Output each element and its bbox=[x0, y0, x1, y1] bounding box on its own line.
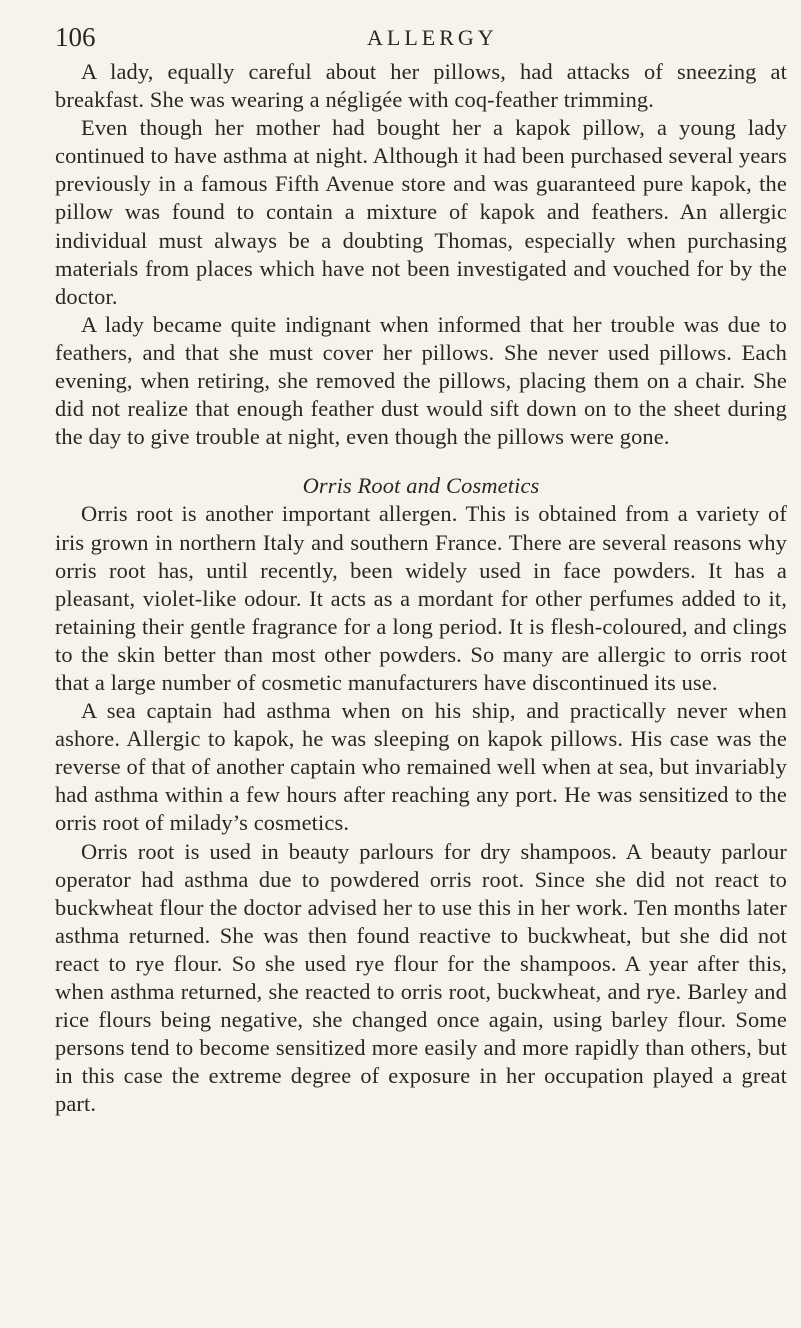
paragraph-sea-captain: A sea captain had asthma when on his ship, and practically never when ashore. Allergic to kapok, he was sleeping on kapok pillows. His case was the reverse of that of another captain who remained well when at sea, but invariably had asthma within a few hours after reaching any port. He was sensitized to the orris root of milady’s cosmetics. bbox=[55, 698, 787, 836]
running-head bbox=[55, 22, 787, 58]
section-heading: Orris Root and Cosmetics bbox=[302, 473, 540, 499]
running-title: ALLERGY bbox=[367, 25, 498, 50]
paragraph-kapok-pillow: Even though her mother had bought her a kapok pillow, a young lady continued to have asthma at night. Although it had been purchased several years previously in a famous Fifth Avenue store and was guaranteed pure kapok, the pillow was found to contain a mixture of kapok and feathers. An allergic individual must always be a doubting Thomas, especially when purchasing materials from places which have not been investigated and vouched for by the doctor. bbox=[55, 115, 787, 309]
paragraph-orris-root: Orris root is another important allergen. This is obtained from a variety of iris grown in northern Italy and southern France. There are several reasons why orris root has, until recently, been widely used in face powders. It has a pleasant, violet-like odour. It acts as a mordant for other perfumes added to it, retaining their gentle fragrance for a long period. It is flesh-coloured, and clings to the skin better than most other powders. So many are allergic to orris root that a large number of cosmetic manufacturers have discontinued its use. bbox=[55, 501, 787, 695]
page-number: 106 bbox=[55, 22, 96, 52]
body-text bbox=[55, 58, 787, 1118]
book-page bbox=[55, 22, 787, 1118]
paragraph-indignant-lady: A lady became quite indignant when informed that her trouble was due to feathers, and that she must cover her pillows. She never used pillows. Each evening, when retiring, she removed the pillows, placing them on a chair. She did not realize that enough feather dust would sift down on to the sheet during the day to give trouble at night, even though the pillows were gone. bbox=[55, 311, 787, 450]
paragraph-beauty-parlour: Orris root is used in beauty parlours for dry shampoos. A beauty parlour operator had asthma due to powdered orris root. Since she did not react to buckwheat flour the doctor advised her to use this in her work. Ten months later asthma returned. She was then found reactive to buckwheat, but she did not react to rye flour. So she used rye flour for the shampoos. A year after this, when asthma returned, she reacted to orris root, buckwheat, and rye. Barley and rice flours being negative, she changed once again, using barley flour. Some persons tend to become sensitized more easily and more rapidly than others, but in this case the extreme degree of exposure in her occupation played a great part. bbox=[55, 838, 787, 1117]
paragraph-negligee: A lady, equally careful about her pillows, had attacks of sneezing at breakfast. She was wearing a négligée with coq-feather trimming. bbox=[55, 59, 787, 113]
